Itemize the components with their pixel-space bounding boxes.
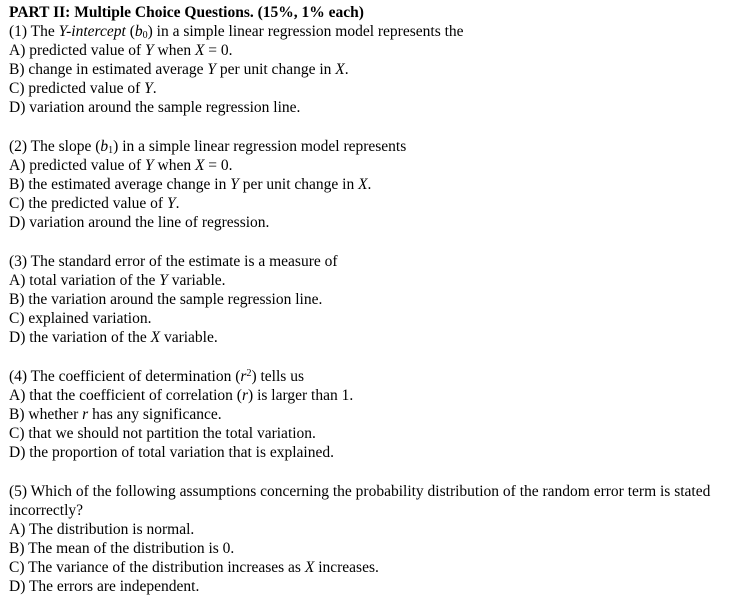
- question-2-stem: (2) The slope $(b_1)$ in a simple linear regression model represents: [9, 137, 407, 156]
- question-4-option-a: A) that the coefficient of correlation (r) is larger than 1.: [9, 387, 354, 404]
- question-sheet: [9, 0, 725, 596]
- question-1-option-b: B) change in estimated average Y per unit change in X.: [9, 61, 349, 79]
- question-5-option-b: B) The mean of the distribution is 0.: [9, 540, 235, 558]
- question-5-stem: (5) Which of the following assumptions concerning the probability distribution of the random error term is stated incorrectly?: [9, 482, 711, 519]
- question-3-option-b: B) the variation around the sample regression line.: [9, 291, 323, 309]
- question-3-option-a: A) total variation of the Y variable.: [9, 272, 226, 290]
- question-1-stem: (1) The Y-intercept $(b_0)$ in a simple linear regression model represents the: [9, 23, 464, 41]
- question-3-option-c: C) explained variation.: [9, 310, 152, 328]
- question-2-option-d: D) variation around the line of regression.: [9, 214, 270, 232]
- question-1-option-a: A) predicted value of Y when X = 0.: [9, 42, 233, 60]
- question-5-option-c: C) The variance of the distribution increases as X increases.: [9, 559, 379, 577]
- question-3-option-d: D) the variation of the X variable.: [9, 329, 218, 347]
- question-4-option-c: C) that we should not partition the total variation.: [9, 425, 316, 443]
- question-2-option-c: C) the predicted value of Y.: [9, 195, 180, 213]
- question-5-option-d: D) The errors are independent.: [9, 578, 200, 596]
- question-4-stem: (4) The coefficient of determination $(r^2)$ tells us: [9, 367, 304, 385]
- question-4-option-b: B) whether r has any significance.: [9, 406, 222, 424]
- question-4-option-d: D) the proportion of total variation that is explained.: [9, 444, 334, 462]
- section-title: PART II: Multiple Choice Questions. (15%, 1% each): [9, 4, 364, 21]
- question-2-option-a: A) predicted value of Y when X = 0.: [9, 157, 233, 175]
- spacer: [9, 347, 725, 367]
- question-2-option-b: B) the estimated average change in Y per unit change in X.: [9, 176, 372, 194]
- spacer: [9, 117, 725, 137]
- spacer: [9, 462, 725, 482]
- question-5-option-a: A) The distribution is normal.: [9, 521, 195, 539]
- spacer: [9, 232, 725, 252]
- question-1-option-d: D) variation around the sample regression line.: [9, 99, 301, 117]
- question-3-stem: (3) The standard error of the estimate is a measure of: [9, 252, 338, 270]
- question-1-option-c: C) predicted value of Y.: [9, 80, 157, 98]
